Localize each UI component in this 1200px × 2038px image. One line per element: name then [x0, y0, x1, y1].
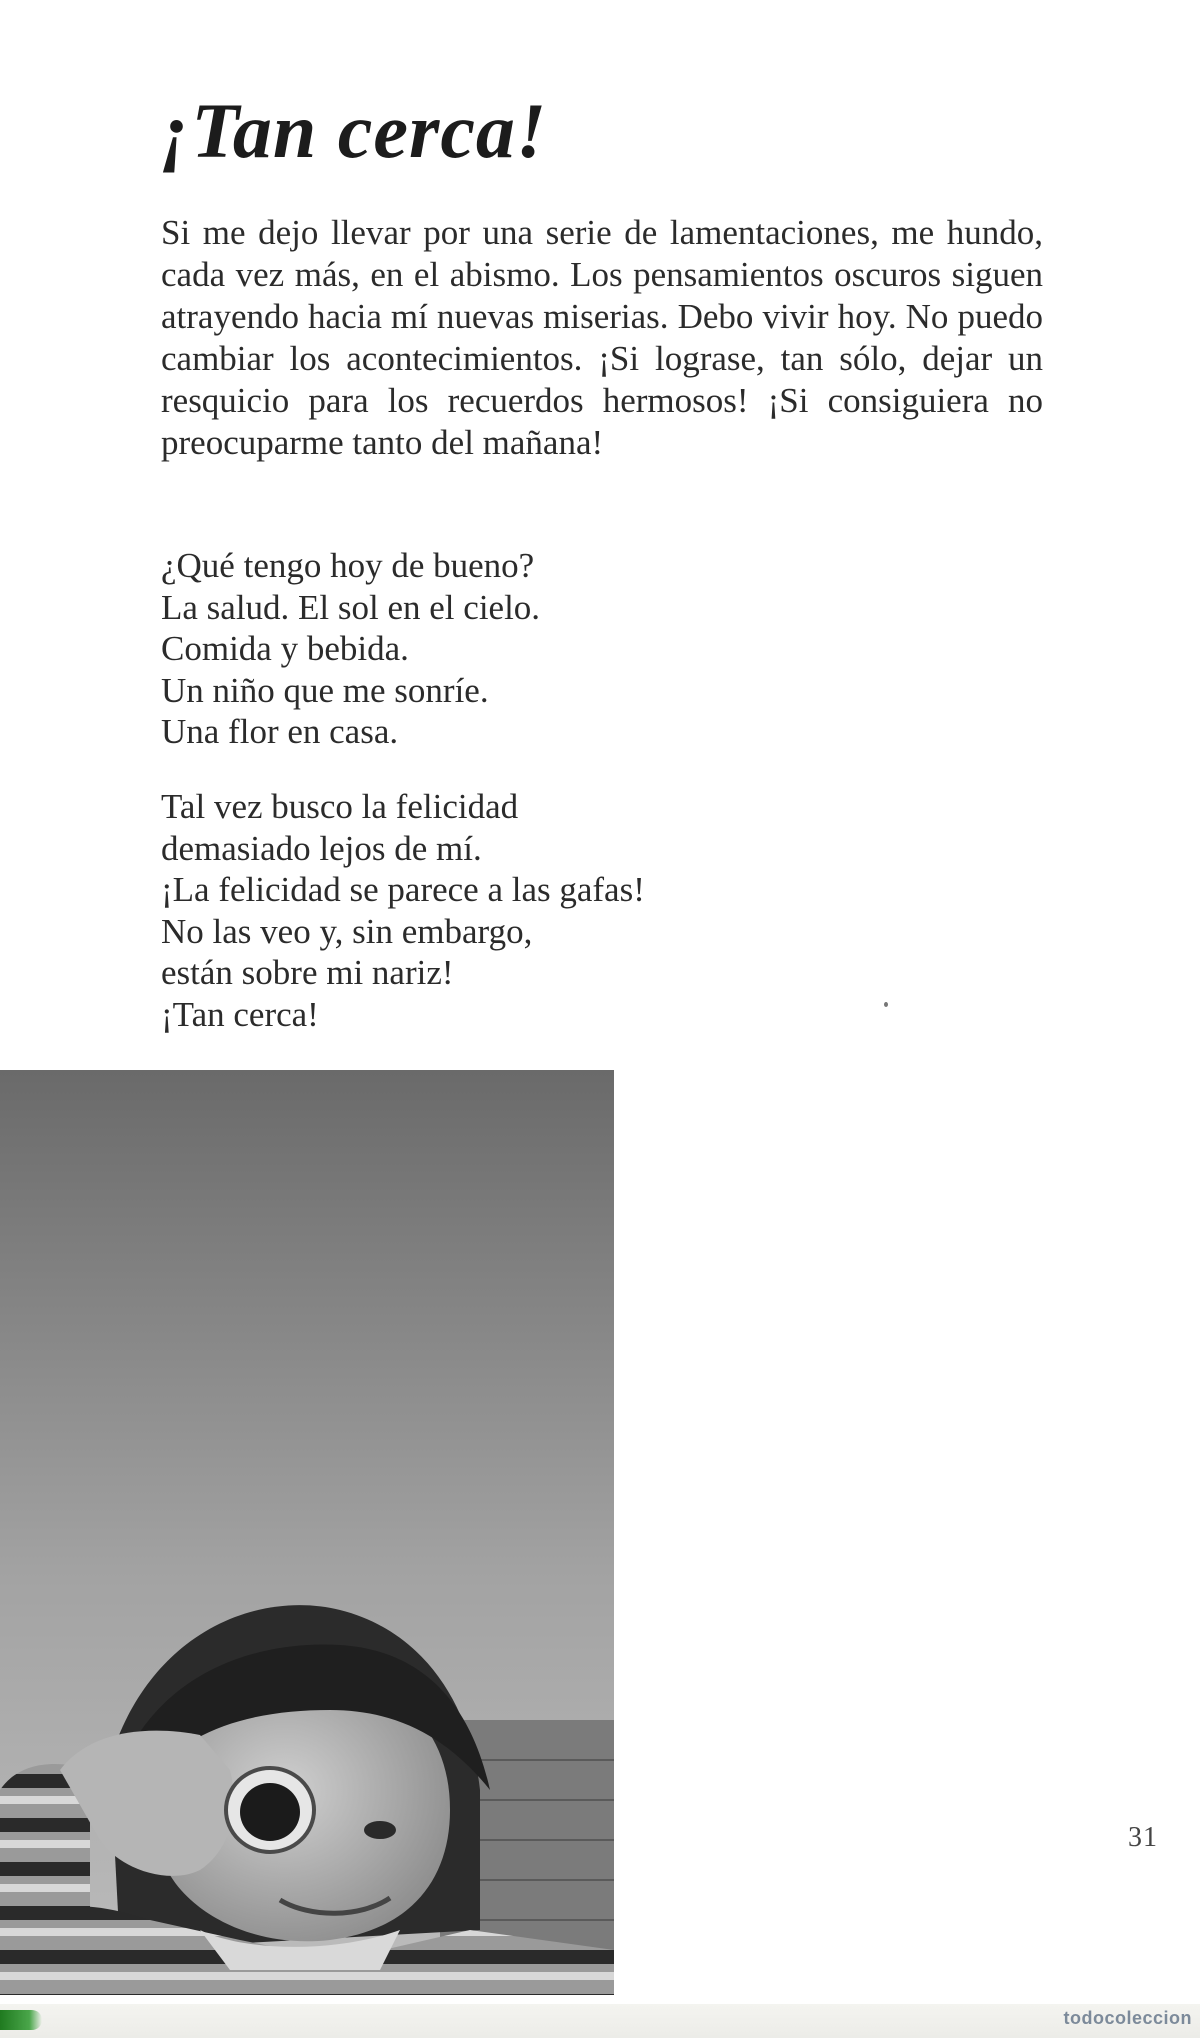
page-number: 31 [1128, 1822, 1158, 1853]
body-paragraph: Si me dejo llevar por una serie de lamentaciones, me hundo, cada vez más, en el abismo. Los pensamientos oscuros siguen atrayendo hacia mí nuevas miserias. Debo vivir hoy. No puedo cambiar los acontecimientos. ¡Si lograse, tan sólo, dejar un resquicio para los recuerdos hermosos! ¡Si consiguiera no preocuparme tanto del mañana! [161, 213, 1043, 462]
verse-line: No las veo y, sin embargo, [161, 911, 533, 951]
verse-line: están sobre mi nariz! [161, 953, 454, 992]
verse-line: Tal vez busco la felicidad [161, 787, 519, 826]
verse-stanza-1 [161, 545, 540, 753]
verse-line: demasiado lejos de mí. [161, 828, 482, 868]
verse-line: ¿Qué tengo hoy de bueno? [161, 546, 535, 585]
verse-line: ¡Tan cerca! [161, 994, 319, 1034]
page-title: ¡Tan cerca! [160, 87, 548, 174]
print-speck [884, 1002, 888, 1007]
watermark-logo: todocoleccion [1063, 2008, 1192, 2028]
verse-line: ¡La felicidad se parece a las gafas! [161, 870, 645, 909]
verse-line: La salud. El sol en el cielo. [161, 587, 541, 627]
bottom-strip [0, 2004, 1200, 2038]
verse-stanza-2 [161, 786, 645, 1035]
verse-line: Un niño que me sonríe. [161, 670, 489, 710]
child-photo [0, 1070, 614, 1995]
green-marker [0, 2010, 42, 2030]
verse-line: Una flor en casa. [161, 712, 399, 751]
verse-line: Comida y bebida. [161, 629, 409, 668]
